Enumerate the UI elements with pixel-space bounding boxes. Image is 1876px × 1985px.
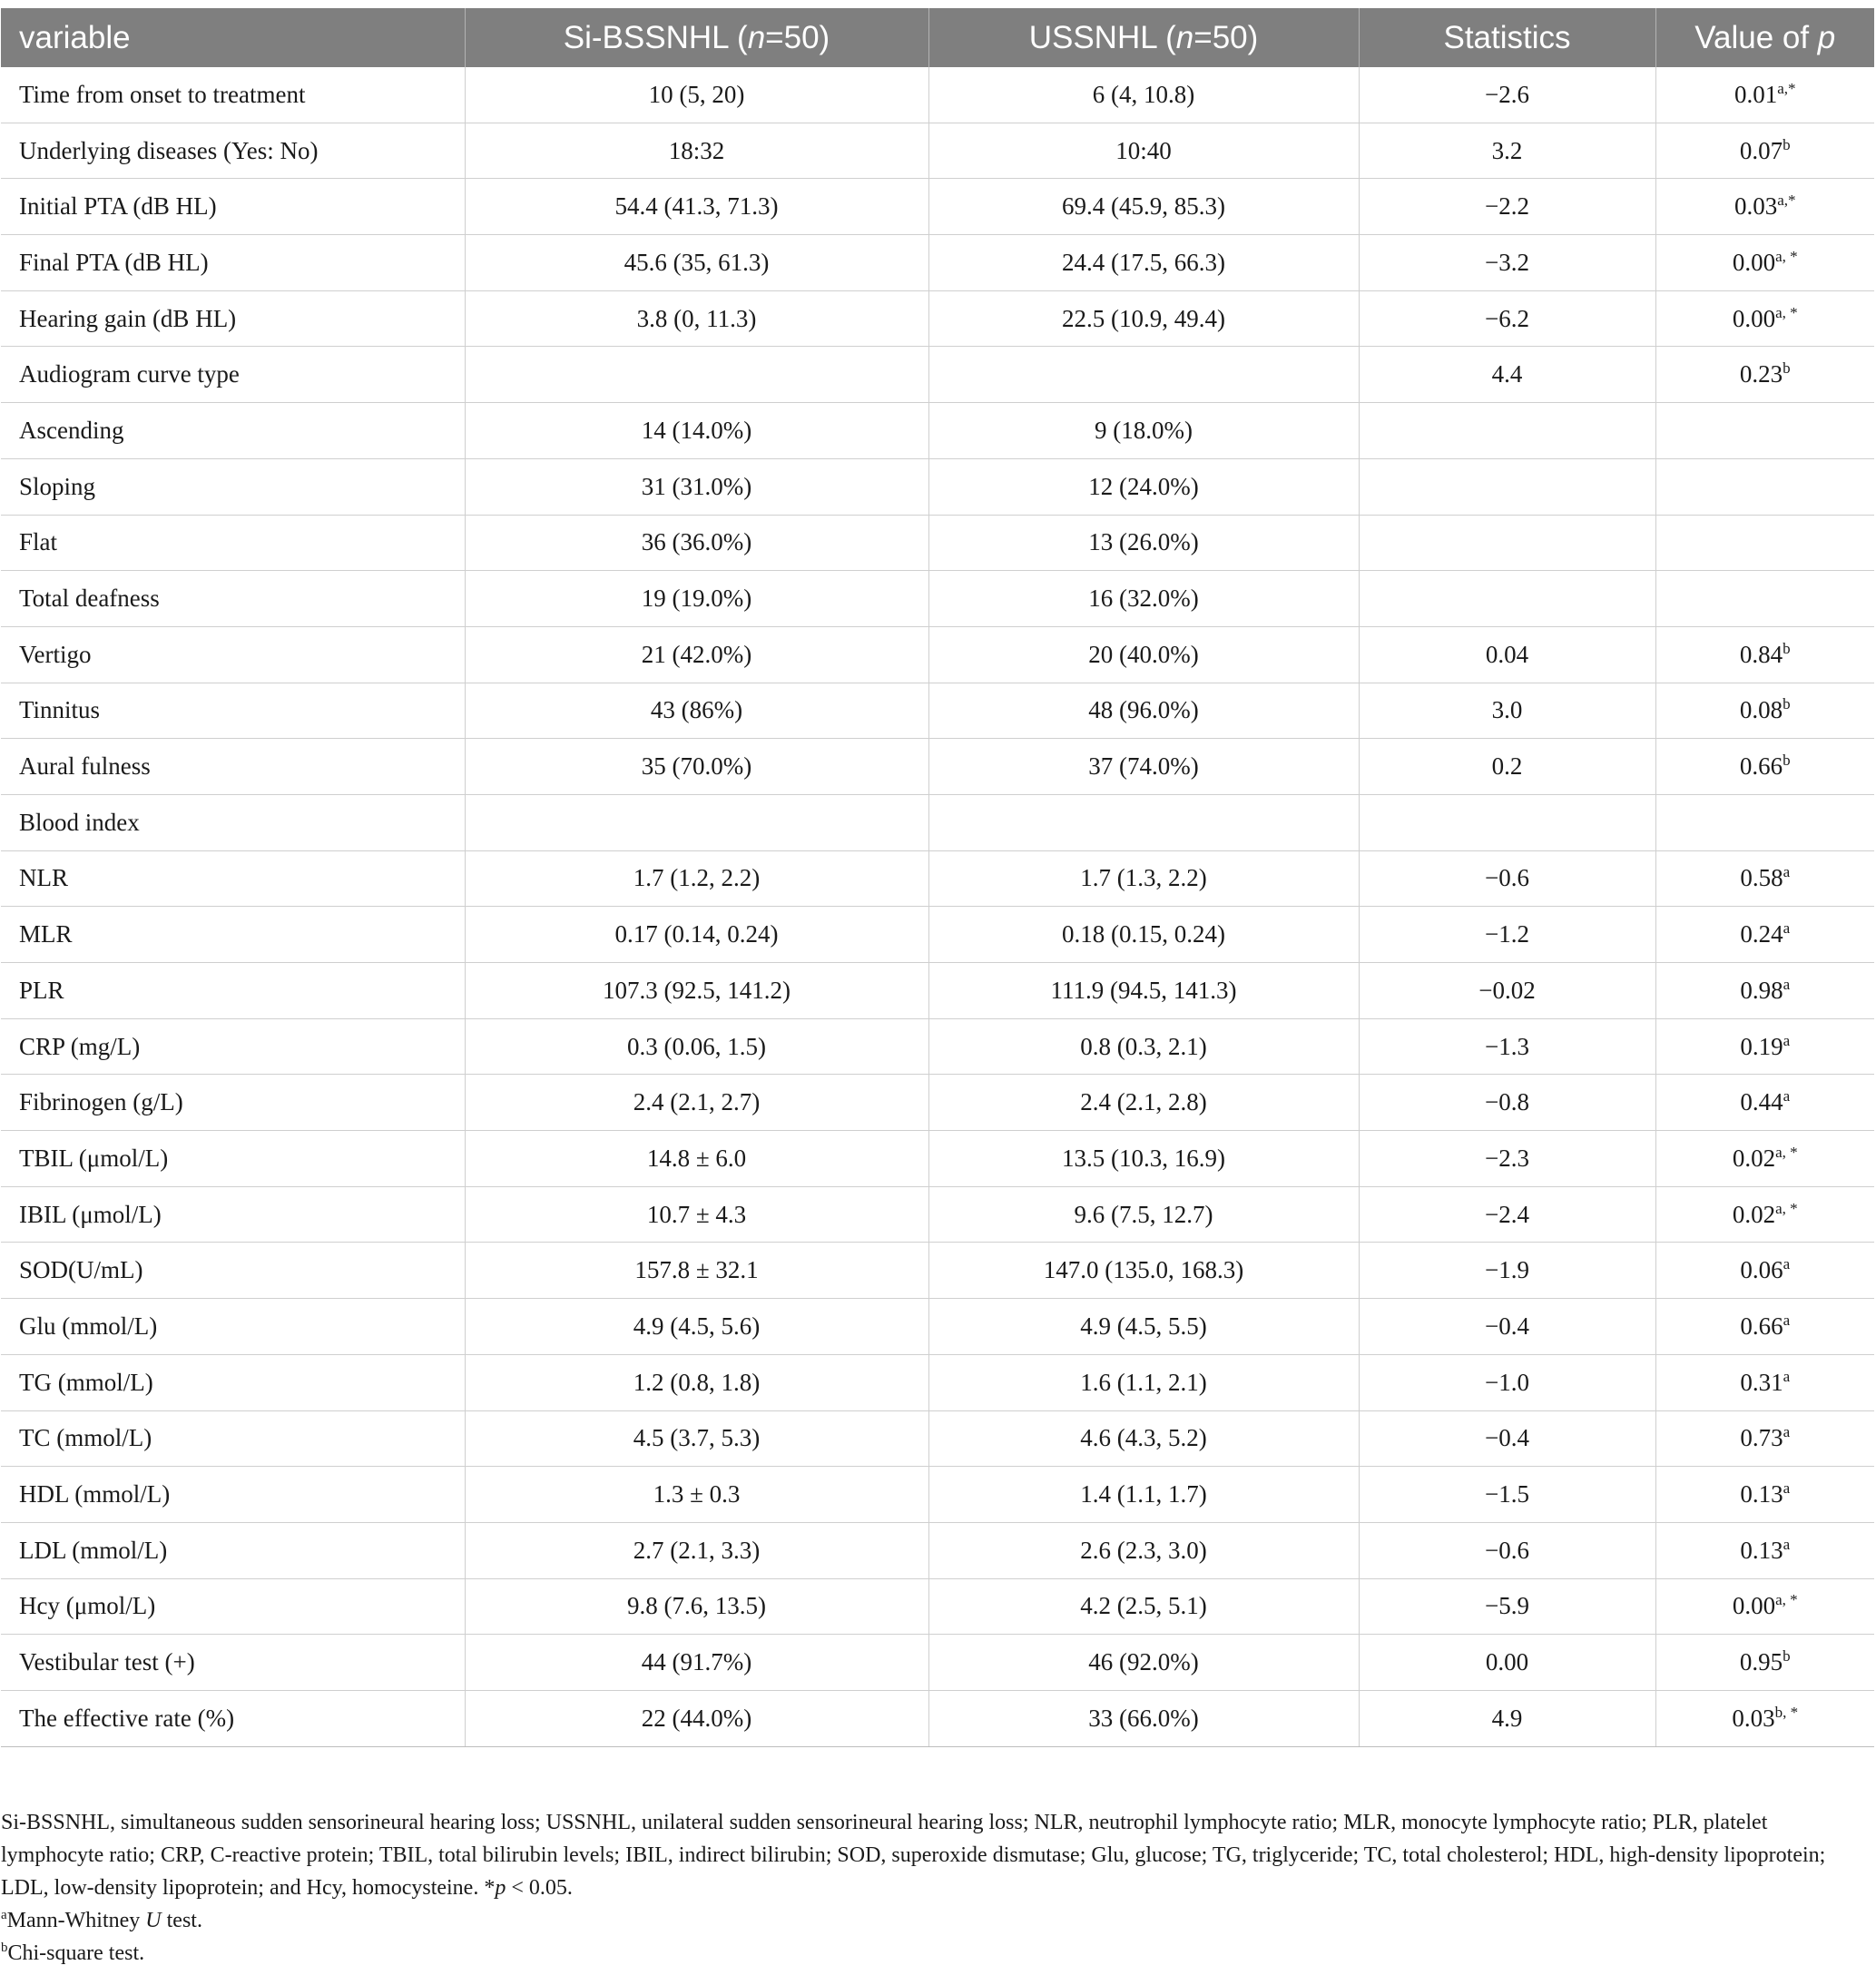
table-row — [1, 1690, 1874, 1746]
cell-variable: Vestibular test (+) — [1, 1635, 465, 1691]
cell-variable: CRP (mg/L) — [1, 1018, 465, 1075]
cell-si-bssnhl: 157.8 ± 32.1 — [465, 1243, 928, 1299]
header-ussnhl: USSNHL (n=50) — [928, 8, 1359, 67]
cell-si-bssnhl: 4.9 (4.5, 5.6) — [465, 1299, 928, 1355]
cell-ussnhl: 13 (26.0%) — [928, 515, 1359, 571]
cell-p-value — [1655, 1186, 1874, 1243]
p-value-text: 0.31 — [1740, 1368, 1783, 1396]
table-footnotes — [1, 1806, 1852, 1970]
table-row — [1, 1578, 1874, 1635]
p-value-footnote-mark: b — [1783, 359, 1791, 378]
cell-statistics: −5.9 — [1359, 1578, 1655, 1635]
p-value-text: 0.66 — [1739, 752, 1783, 781]
p-value-footnote-mark: b — [1783, 752, 1791, 770]
cell-statistics: 0.00 — [1359, 1635, 1655, 1691]
cell-variable: TC (mmol/L) — [1, 1410, 465, 1467]
cell-p-value — [1655, 794, 1874, 850]
table-row — [1, 290, 1874, 347]
cell-statistics: −1.3 — [1359, 1018, 1655, 1075]
table-row — [1, 1186, 1874, 1243]
table-row — [1, 235, 1874, 291]
cell-variable: Audiogram curve type — [1, 347, 465, 403]
cell-ussnhl: 111.9 (94.5, 141.3) — [928, 963, 1359, 1019]
p-value-footnote-mark: b — [1783, 135, 1791, 153]
table-row — [1, 1018, 1874, 1075]
p-value-text: 0.00 — [1732, 248, 1776, 276]
cell-variable: Total deafness — [1, 571, 465, 627]
cell-ussnhl: 0.18 (0.15, 0.24) — [928, 907, 1359, 963]
p-value-footnote-mark: a,* — [1777, 192, 1796, 210]
p-value-text: 0.07 — [1739, 136, 1783, 164]
cell-variable: Ascending — [1, 403, 465, 459]
cell-statistics — [1359, 571, 1655, 627]
table-row — [1, 1522, 1874, 1578]
cell-ussnhl: 22.5 (10.9, 49.4) — [928, 290, 1359, 347]
cell-si-bssnhl: 54.4 (41.3, 71.3) — [465, 179, 928, 235]
cell-si-bssnhl: 4.5 (3.7, 5.3) — [465, 1410, 928, 1467]
cell-si-bssnhl: 22 (44.0%) — [465, 1690, 928, 1746]
cell-statistics — [1359, 458, 1655, 515]
cell-statistics: −0.8 — [1359, 1075, 1655, 1131]
abbreviations-note: Si-BSSNHL, simultaneous sudden sensorineural hearing loss; USSNHL, unilateral sudden sensorineural hearing loss; NLR, neutrophil lymphocyte ratio; MLR, monocyte lymphocyte ratio; PLR, platelet lymphocyte ratio; CRP, C-reactive protein; TBIL, total bilirubin levels; IBIL, indirect bilirubin; SOD, superoxide dismutase; Glu, glucose; TG, triglyceride; TC, total cholesterol; HDL, high-density lipoprotein; LDL, low-density lipoprotein; and Hcy, homocysteine. *p < 0.05. — [1, 1811, 1826, 1900]
cell-variable: TBIL (μmol/L) — [1, 1131, 465, 1187]
p-value-footnote-mark: a — [1783, 919, 1791, 938]
cell-variable: MLR — [1, 907, 465, 963]
cell-p-value — [1655, 1243, 1874, 1299]
cell-statistics: −1.0 — [1359, 1354, 1655, 1410]
cell-si-bssnhl: 36 (36.0%) — [465, 515, 928, 571]
header-p-value: Value of p — [1655, 8, 1874, 67]
p-value-text: 0.84 — [1739, 640, 1783, 668]
cell-ussnhl: 24.4 (17.5, 66.3) — [928, 235, 1359, 291]
cell-statistics: 4.9 — [1359, 1690, 1655, 1746]
p-value-text: 0.66 — [1740, 1312, 1783, 1340]
cell-ussnhl: 1.6 (1.1, 2.1) — [928, 1354, 1359, 1410]
cell-si-bssnhl: 1.3 ± 0.3 — [465, 1467, 928, 1523]
cell-si-bssnhl: 107.3 (92.5, 141.2) — [465, 963, 928, 1019]
cell-ussnhl: 1.7 (1.3, 2.2) — [928, 850, 1359, 907]
table-row — [1, 1299, 1874, 1355]
table-row — [1, 67, 1874, 123]
cell-statistics: −2.4 — [1359, 1186, 1655, 1243]
cell-si-bssnhl: 31 (31.0%) — [465, 458, 928, 515]
p-value-footnote-mark: a — [1783, 1087, 1791, 1106]
p-value-text: 0.19 — [1740, 1032, 1783, 1060]
cell-statistics: 0.2 — [1359, 739, 1655, 795]
cell-p-value — [1655, 1354, 1874, 1410]
table-row — [1, 907, 1874, 963]
p-value-text: 0.00 — [1732, 1592, 1776, 1620]
cell-p-value — [1655, 1299, 1874, 1355]
cell-variable: Vertigo — [1, 626, 465, 683]
cell-ussnhl: 2.6 (2.3, 3.0) — [928, 1522, 1359, 1578]
cell-variable: Flat — [1, 515, 465, 571]
cell-statistics: 3.2 — [1359, 123, 1655, 179]
cell-p-value — [1655, 347, 1874, 403]
table-row — [1, 963, 1874, 1019]
cell-si-bssnhl: 14.8 ± 6.0 — [465, 1131, 928, 1187]
p-value-text: 0.23 — [1739, 360, 1783, 388]
cell-ussnhl: 147.0 (135.0, 168.3) — [928, 1243, 1359, 1299]
cell-statistics: −0.02 — [1359, 963, 1655, 1019]
cell-variable: Final PTA (dB HL) — [1, 235, 465, 291]
table-row — [1, 1131, 1874, 1187]
cell-variable: The effective rate (%) — [1, 1690, 465, 1746]
cell-statistics — [1359, 794, 1655, 850]
cell-statistics — [1359, 515, 1655, 571]
cell-variable: SOD(U/mL) — [1, 1243, 465, 1299]
cell-si-bssnhl: 18:32 — [465, 123, 928, 179]
table-row — [1, 626, 1874, 683]
table-row — [1, 1075, 1874, 1131]
cell-p-value — [1655, 1467, 1874, 1523]
cell-ussnhl — [928, 347, 1359, 403]
p-value-text: 0.08 — [1739, 696, 1783, 724]
cell-si-bssnhl: 10 (5, 20) — [465, 67, 928, 123]
cell-ussnhl: 33 (66.0%) — [928, 1690, 1359, 1746]
p-value-footnote-mark: a — [1783, 1535, 1791, 1553]
p-value-text: 0.03 — [1734, 192, 1778, 221]
p-value-text: 0.24 — [1740, 920, 1783, 948]
p-value-footnote-mark: a — [1783, 1367, 1791, 1385]
cell-statistics: 4.4 — [1359, 347, 1655, 403]
cell-si-bssnhl: 14 (14.0%) — [465, 403, 928, 459]
cell-ussnhl: 16 (32.0%) — [928, 571, 1359, 627]
cell-ussnhl: 2.4 (2.1, 2.8) — [928, 1075, 1359, 1131]
table-row — [1, 1467, 1874, 1523]
p-value-footnote-mark: b, * — [1774, 1703, 1799, 1721]
cell-ussnhl: 9.6 (7.5, 12.7) — [928, 1186, 1359, 1243]
table-row — [1, 458, 1874, 515]
cell-variable: IBIL (μmol/L) — [1, 1186, 465, 1243]
table-row — [1, 347, 1874, 403]
table-row — [1, 515, 1874, 571]
footnote-a: $^a$Mann-Whitney U test. — [1, 1908, 202, 1932]
cell-ussnhl: 9 (18.0%) — [928, 403, 1359, 459]
cell-ussnhl: 12 (24.0%) — [928, 458, 1359, 515]
cell-ussnhl — [928, 794, 1359, 850]
p-value-footnote-mark: a, * — [1775, 1591, 1798, 1609]
p-value-footnote-mark: a, * — [1775, 303, 1798, 321]
p-value-text: 0.06 — [1740, 1256, 1783, 1284]
cell-ussnhl: 4.2 (2.5, 5.1) — [928, 1578, 1359, 1635]
cell-ussnhl: 1.4 (1.1, 1.7) — [928, 1467, 1359, 1523]
header-variable: variable — [1, 8, 465, 67]
cell-statistics: −2.2 — [1359, 179, 1655, 235]
p-value-footnote-mark: b — [1783, 639, 1791, 657]
cell-p-value — [1655, 1522, 1874, 1578]
cell-si-bssnhl: 9.8 (7.6, 13.5) — [465, 1578, 928, 1635]
cell-p-value — [1655, 290, 1874, 347]
table-row — [1, 850, 1874, 907]
cell-si-bssnhl: 21 (42.0%) — [465, 626, 928, 683]
cell-si-bssnhl — [465, 347, 928, 403]
p-value-footnote-mark: b — [1783, 695, 1791, 713]
cell-p-value — [1655, 235, 1874, 291]
cell-variable: Time from onset to treatment — [1, 67, 465, 123]
cell-p-value — [1655, 1578, 1874, 1635]
cell-p-value — [1655, 1635, 1874, 1691]
cell-p-value — [1655, 739, 1874, 795]
cell-variable: Blood index — [1, 794, 465, 850]
comparison-table — [1, 8, 1874, 1747]
cell-p-value — [1655, 67, 1874, 123]
cell-p-value — [1655, 179, 1874, 235]
table-body — [1, 67, 1874, 1746]
cell-si-bssnhl: 10.7 ± 4.3 — [465, 1186, 928, 1243]
cell-ussnhl: 13.5 (10.3, 16.9) — [928, 1131, 1359, 1187]
cell-si-bssnhl: 3.8 (0, 11.3) — [465, 290, 928, 347]
p-value-text: 0.13 — [1740, 1480, 1783, 1508]
p-value-text: 0.73 — [1740, 1424, 1783, 1452]
cell-ussnhl: 6 (4, 10.8) — [928, 67, 1359, 123]
cell-si-bssnhl: 19 (19.0%) — [465, 571, 928, 627]
cell-si-bssnhl: 43 (86%) — [465, 683, 928, 739]
cell-p-value — [1655, 458, 1874, 515]
cell-variable: Fibrinogen (g/L) — [1, 1075, 465, 1131]
cell-ussnhl: 46 (92.0%) — [928, 1635, 1359, 1691]
p-value-text: 0.95 — [1739, 1648, 1783, 1676]
cell-si-bssnhl: 0.3 (0.06, 1.5) — [465, 1018, 928, 1075]
cell-si-bssnhl: 1.7 (1.2, 2.2) — [465, 850, 928, 907]
table-row — [1, 1243, 1874, 1299]
cell-p-value — [1655, 571, 1874, 627]
footnote-b: $^b$Chi-square test. — [1, 1941, 145, 1965]
cell-statistics: 0.04 — [1359, 626, 1655, 683]
cell-statistics: −0.6 — [1359, 850, 1655, 907]
p-value-footnote-mark: a — [1783, 1311, 1791, 1329]
cell-p-value — [1655, 1690, 1874, 1746]
cell-ussnhl: 48 (96.0%) — [928, 683, 1359, 739]
p-value-footnote-mark: a — [1783, 975, 1791, 993]
cell-variable: Hearing gain (dB HL) — [1, 290, 465, 347]
cell-si-bssnhl — [465, 794, 928, 850]
p-value-text: 0.44 — [1740, 1088, 1783, 1116]
cell-statistics: −3.2 — [1359, 235, 1655, 291]
cell-ussnhl: 37 (74.0%) — [928, 739, 1359, 795]
table-row — [1, 179, 1874, 235]
cell-statistics: −1.9 — [1359, 1243, 1655, 1299]
p-value-footnote-mark: a — [1783, 863, 1791, 881]
cell-p-value — [1655, 1018, 1874, 1075]
cell-statistics: −0.4 — [1359, 1299, 1655, 1355]
cell-ussnhl: 0.8 (0.3, 2.1) — [928, 1018, 1359, 1075]
p-value-text: 0.01 — [1734, 80, 1778, 108]
p-value-text: 0.02 — [1732, 1144, 1776, 1172]
table-row — [1, 1410, 1874, 1467]
cell-si-bssnhl: 44 (91.7%) — [465, 1635, 928, 1691]
cell-statistics: −6.2 — [1359, 290, 1655, 347]
cell-p-value — [1655, 1075, 1874, 1131]
p-value-footnote-mark: a, * — [1775, 1143, 1798, 1161]
cell-variable: Sloping — [1, 458, 465, 515]
cell-statistics: −0.4 — [1359, 1410, 1655, 1467]
cell-variable: Hcy (μmol/L) — [1, 1578, 465, 1635]
cell-p-value — [1655, 626, 1874, 683]
p-value-footnote-mark: a, * — [1775, 247, 1798, 265]
table-row — [1, 123, 1874, 179]
cell-statistics: −2.3 — [1359, 1131, 1655, 1187]
cell-si-bssnhl: 0.17 (0.14, 0.24) — [465, 907, 928, 963]
cell-variable: TG (mmol/L) — [1, 1354, 465, 1410]
header-row — [1, 8, 1874, 67]
p-value-text: 0.98 — [1740, 976, 1783, 1004]
cell-si-bssnhl: 2.4 (2.1, 2.7) — [465, 1075, 928, 1131]
cell-statistics: 3.0 — [1359, 683, 1655, 739]
cell-p-value — [1655, 850, 1874, 907]
table-row — [1, 403, 1874, 459]
p-value-footnote-mark: a — [1783, 1031, 1791, 1049]
p-value-text: 0.03 — [1732, 1704, 1775, 1732]
header-statistics: Statistics — [1359, 8, 1655, 67]
cell-p-value — [1655, 963, 1874, 1019]
cell-ussnhl: 4.6 (4.3, 5.2) — [928, 1410, 1359, 1467]
p-value-footnote-mark: a — [1783, 1423, 1791, 1441]
p-value-text: 0.02 — [1732, 1200, 1776, 1228]
table-row — [1, 794, 1874, 850]
cell-statistics: −0.6 — [1359, 1522, 1655, 1578]
cell-statistics — [1359, 403, 1655, 459]
cell-variable: Tinnitus — [1, 683, 465, 739]
p-value-footnote-mark: a — [1783, 1255, 1791, 1273]
header-si-bssnhl: Si-BSSNHL (n=50) — [465, 8, 928, 67]
cell-si-bssnhl: 45.6 (35, 61.3) — [465, 235, 928, 291]
cell-si-bssnhl: 35 (70.0%) — [465, 739, 928, 795]
cell-si-bssnhl: 2.7 (2.1, 3.3) — [465, 1522, 928, 1578]
p-value-footnote-mark: a,* — [1777, 79, 1796, 97]
p-value-footnote-mark: a — [1783, 1479, 1791, 1498]
cell-variable: Aural fulness — [1, 739, 465, 795]
p-value-footnote-mark: a, * — [1775, 1199, 1798, 1217]
cell-p-value — [1655, 515, 1874, 571]
cell-variable: Underlying diseases (Yes: No) — [1, 123, 465, 179]
table-row — [1, 1635, 1874, 1691]
cell-p-value — [1655, 1410, 1874, 1467]
cell-variable: Glu (mmol/L) — [1, 1299, 465, 1355]
p-value-footnote-mark: b — [1783, 1647, 1791, 1666]
cell-p-value — [1655, 1131, 1874, 1187]
cell-ussnhl: 10:40 — [928, 123, 1359, 179]
cell-statistics: −1.5 — [1359, 1467, 1655, 1523]
cell-p-value — [1655, 403, 1874, 459]
cell-variable: HDL (mmol/L) — [1, 1467, 465, 1523]
table-row — [1, 739, 1874, 795]
cell-variable: PLR — [1, 963, 465, 1019]
table-row — [1, 571, 1874, 627]
table-row — [1, 683, 1874, 739]
cell-ussnhl: 69.4 (45.9, 85.3) — [928, 179, 1359, 235]
cell-ussnhl: 20 (40.0%) — [928, 626, 1359, 683]
cell-p-value — [1655, 907, 1874, 963]
cell-statistics: −1.2 — [1359, 907, 1655, 963]
cell-variable: LDL (mmol/L) — [1, 1522, 465, 1578]
cell-statistics: −2.6 — [1359, 67, 1655, 123]
cell-ussnhl: 4.9 (4.5, 5.5) — [928, 1299, 1359, 1355]
table-row — [1, 1354, 1874, 1410]
p-value-text: 0.58 — [1740, 864, 1783, 892]
cell-p-value — [1655, 683, 1874, 739]
cell-p-value — [1655, 123, 1874, 179]
p-value-text: 0.13 — [1740, 1536, 1783, 1564]
cell-si-bssnhl: 1.2 (0.8, 1.8) — [465, 1354, 928, 1410]
cell-variable: Initial PTA (dB HL) — [1, 179, 465, 235]
cell-variable: NLR — [1, 850, 465, 907]
p-value-text: 0.00 — [1732, 304, 1776, 332]
